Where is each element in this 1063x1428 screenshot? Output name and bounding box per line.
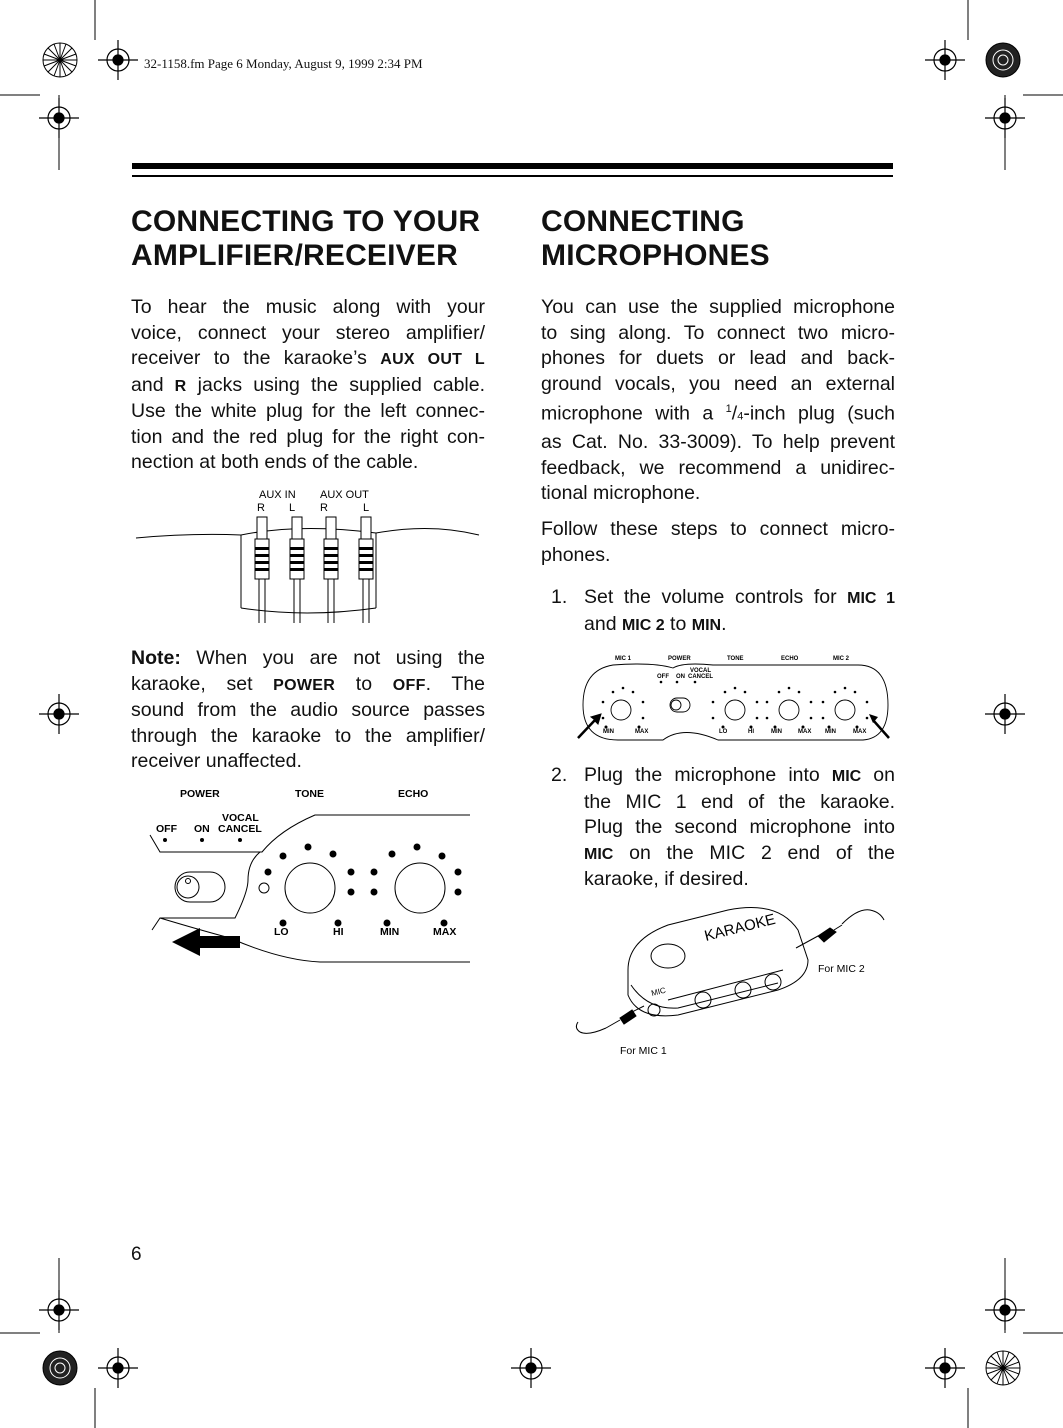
right-title-line1: CONNECTING xyxy=(541,205,745,238)
note-text: . The xyxy=(425,672,486,695)
step-2-line: Plug the second microphone into xyxy=(584,816,895,838)
step-2-text-part: Plug the microphone into xyxy=(584,764,832,786)
right-intro-line: feedback, we recommend a unidirec- xyxy=(541,456,895,479)
right-intro-line: microphone with a $^1$/4-inch plug (such xyxy=(541,402,895,425)
step-1-text-part: and xyxy=(584,612,622,635)
left-title-line2: AMPLIFIER/RECEIVER xyxy=(131,239,458,272)
step-2-text xyxy=(584,763,895,893)
min-label: MIN xyxy=(691,616,722,634)
page-number: 6 xyxy=(131,1244,142,1265)
right-intro-line: as Cat. No. 33-3009). To help prevent xyxy=(541,431,895,453)
left-intro-line: To hear the music along with your xyxy=(131,296,485,318)
panel2-lo-label: LO xyxy=(719,729,728,735)
step-2 xyxy=(551,763,895,893)
full-panel-figure xyxy=(573,650,895,750)
panel-min-label: MIN xyxy=(380,926,400,938)
panel2-max3-label: MAX xyxy=(853,729,867,735)
panel-tone-label: TONE xyxy=(295,788,324,800)
mic-label-2: MIC xyxy=(584,845,614,863)
right-pointer-arrow-icon xyxy=(869,714,889,738)
right-intro-line: ground vocals, you need an external xyxy=(541,372,895,395)
note-paragraph xyxy=(131,646,485,775)
step-1-number: 1. xyxy=(551,586,568,608)
step-2-text-part: on xyxy=(861,764,895,786)
power-label: POWER xyxy=(273,676,336,694)
panel2-min-label: MIN xyxy=(603,729,614,735)
for-mic1-label: For MIC 1 xyxy=(620,1045,667,1057)
panel2-max2-label: MAX xyxy=(798,729,812,735)
plug-group xyxy=(242,517,378,623)
panel2-hi-label: HI xyxy=(748,729,754,735)
step-2-line: the MIC 1 end of the karaoke. xyxy=(584,790,895,813)
panel-off-label: OFF xyxy=(156,823,177,835)
left-intro-text: jacks using the supplied cable. xyxy=(197,373,486,396)
jack-r1-label: R xyxy=(257,502,265,514)
step-2-line: karaoke, if desired. xyxy=(584,868,749,890)
note-line: through the karaoke to the amplifier/ xyxy=(131,724,485,747)
panel2-cancel-label: CANCEL xyxy=(688,674,713,680)
step-2-number: 2. xyxy=(551,764,568,786)
power-panel-figure xyxy=(140,780,480,970)
left-intro-line: voice, connect your stereo amplifier/ xyxy=(131,321,485,344)
left-intro-line: Use the white plug for the left connec- xyxy=(131,400,485,422)
step-1 xyxy=(551,585,895,637)
aux-in-label: AUX IN xyxy=(259,489,296,501)
jack-l2-label: L xyxy=(363,502,370,514)
left-intro-text: receiver to the karaoke’s xyxy=(131,347,381,369)
step-1-text xyxy=(584,585,895,638)
panel2-mic2-label: MIC 2 xyxy=(833,656,850,662)
left-intro-line: nection at both ends of the cable. xyxy=(131,451,419,473)
panel2-power-label: POWER xyxy=(668,656,691,662)
note-text: to xyxy=(335,672,393,695)
right-intro-line: You can use the supplied microphone xyxy=(541,296,895,318)
aux-jacks-figure xyxy=(131,483,486,623)
right-intro-line: tional microphone. xyxy=(541,482,701,504)
off-label: OFF xyxy=(392,676,426,694)
note-line xyxy=(131,646,485,672)
left-intro-text: and xyxy=(131,373,175,396)
left-intro-paragraph xyxy=(131,295,485,476)
left-intro-line xyxy=(131,373,485,400)
panel2-on-label: ON xyxy=(676,674,685,680)
jack-r2-label: R xyxy=(320,502,328,514)
step-1-text-part: Set the volume controls for xyxy=(584,586,848,608)
for-mic2-label: For MIC 2 xyxy=(818,963,865,975)
panel-cancel-label: CANCEL xyxy=(218,823,262,835)
fraction-denominator: 4 xyxy=(737,410,744,423)
left-intro-line: tion and the red plug for the right con- xyxy=(131,425,485,448)
file-stamp: 32-1158.fm Page 6 Monday, August 9, 1999 2:34 PM xyxy=(144,56,423,71)
karaoke-brand-label: KARAOKE xyxy=(702,910,778,945)
aux-out-l-label: AUX OUT L xyxy=(380,351,485,368)
note-line: sound from the audio source passes xyxy=(131,699,485,721)
right-intro-line: to sing along. To connect two micro- xyxy=(541,321,895,344)
left-title-line1: CONNECTING TO YOUR xyxy=(131,205,481,238)
panel-lo-label: LO xyxy=(274,926,289,938)
right-intro-text: -inch plug (such xyxy=(743,402,895,425)
left-intro-line xyxy=(131,346,485,373)
mic1-label: MIC 1 xyxy=(847,590,895,607)
mic2-label: MIC 2 xyxy=(621,616,665,634)
panel-hi-label: HI xyxy=(333,926,344,938)
panel2-mic1-label: MIC 1 xyxy=(615,656,632,662)
step-2-text-part: on the MIC 2 end of the xyxy=(613,841,895,864)
follow-line: phones. xyxy=(541,543,611,566)
top-rule-thick xyxy=(132,163,893,169)
panel2-max-label: MAX xyxy=(635,729,649,735)
panel-vocal-label: VOCAL xyxy=(222,812,259,824)
right-intro-line: phones for duets or lead and back- xyxy=(541,347,895,369)
panel-max-label: MAX xyxy=(433,926,457,938)
mic-label: MIC xyxy=(831,768,862,785)
follow-line: Follow these steps to connect micro- xyxy=(541,518,895,540)
right-section-title xyxy=(541,205,901,273)
panel2-min3-label: MIN xyxy=(825,729,836,735)
left-section-title xyxy=(131,205,491,273)
panel2-echo-label: ECHO xyxy=(781,656,799,662)
follow-steps-paragraph xyxy=(541,517,895,568)
right-title-line2: MICROPHONES xyxy=(541,239,770,272)
note-text: When you are not using the xyxy=(180,647,485,669)
karaoke-device-figure xyxy=(568,900,890,1060)
step-1-text-part: to xyxy=(664,612,692,635)
fraction-numerator: 1 xyxy=(725,403,732,415)
panel2-min2-label: MIN xyxy=(771,729,782,735)
panel-power-label: POWER xyxy=(180,788,220,800)
top-rule-thin xyxy=(132,175,893,177)
note-line: receiver unaffected. xyxy=(131,750,302,772)
note-text: karaoke, set xyxy=(131,672,274,695)
step-1-text-part: . xyxy=(721,612,727,635)
panel-echo-label: ECHO xyxy=(398,788,429,800)
arrow-icon xyxy=(172,928,240,956)
panel-on-label: ON xyxy=(194,823,210,835)
note-line xyxy=(131,672,485,699)
note-label: Note: xyxy=(131,647,181,669)
jack-l1-label: L xyxy=(289,502,296,514)
r-label: R xyxy=(174,377,187,395)
panel2-off-label: OFF xyxy=(657,674,669,680)
device-mic-label: MIC xyxy=(650,985,667,998)
panel2-vocal-label: VOCAL xyxy=(690,668,711,674)
left-pointer-arrow-icon xyxy=(578,714,601,738)
aux-out-label: AUX OUT xyxy=(320,489,369,501)
right-intro-text: microphone with a xyxy=(541,402,726,425)
right-intro-paragraph xyxy=(541,295,895,507)
panel2-tone-label: TONE xyxy=(727,656,744,662)
